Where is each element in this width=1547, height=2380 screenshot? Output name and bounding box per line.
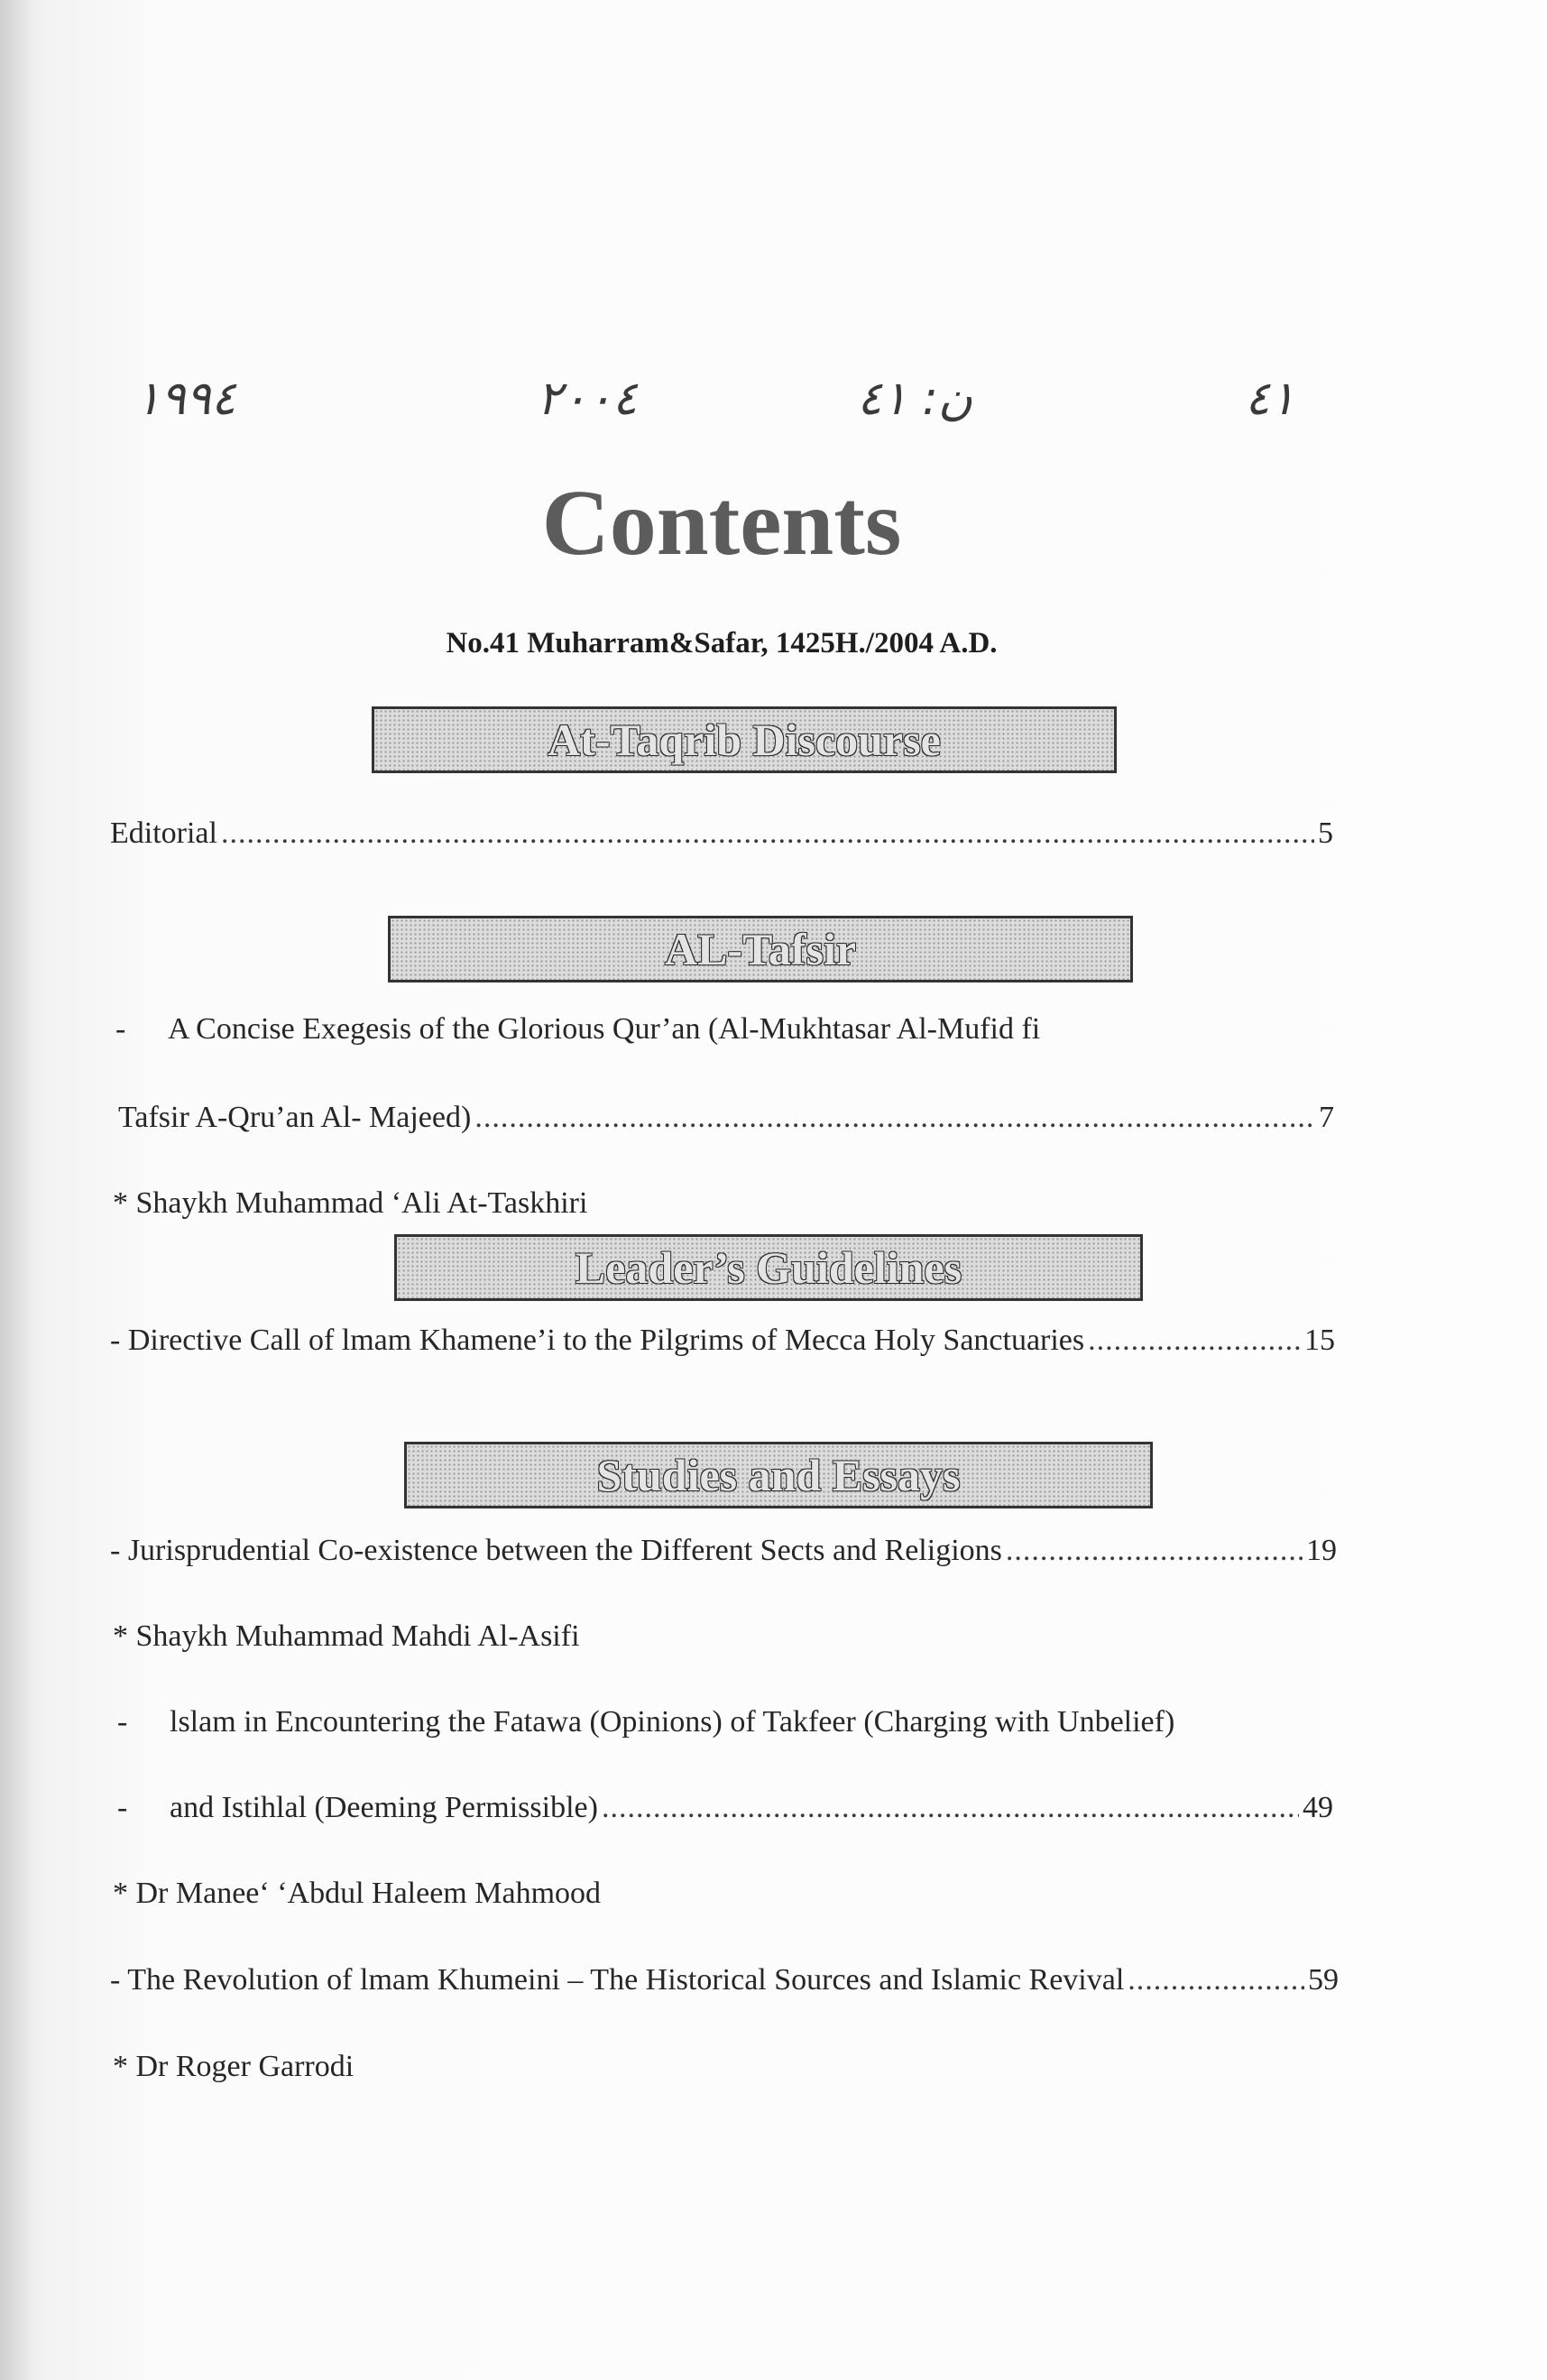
page-number: 7 bbox=[1319, 1101, 1334, 1134]
handwritten-note-number: ٤١ bbox=[1245, 372, 1295, 426]
section-banner-guidelines: Leader’s Guidelines bbox=[394, 1234, 1143, 1301]
leader-dots bbox=[1088, 1324, 1301, 1358]
leader-dots bbox=[1128, 1963, 1304, 1997]
leader-dots bbox=[221, 816, 1314, 851]
toc-entry-editorial[interactable] bbox=[110, 816, 1333, 851]
handwritten-note-issue: ن: ٤١ bbox=[857, 372, 973, 426]
toc-entry-directive-call[interactable] bbox=[110, 1324, 1335, 1358]
leader-dots bbox=[474, 1101, 1315, 1135]
section-banner-tafsir: AL-Tafsir bbox=[388, 916, 1133, 982]
list-dash: - bbox=[117, 1705, 128, 1739]
leader-dots bbox=[1006, 1534, 1303, 1568]
author-taskhiri: * Shaykh Muhammad ‘Ali At-Taskhiri bbox=[113, 1186, 588, 1220]
section-banner-studies: Studies and Essays bbox=[404, 1442, 1153, 1508]
section-banner-discourse: At-Taqrib Discourse bbox=[372, 706, 1117, 773]
author-mahmood: * Dr Manee‘ ‘Abdul Haleem Mahmood bbox=[113, 1877, 602, 1910]
handwritten-note-year-1: ١٩٩٤ bbox=[135, 372, 236, 426]
entry-title: - Jurisprudential Co-existence between the Different Sects and Religions bbox=[110, 1534, 1002, 1567]
toc-entry-revolution[interactable] bbox=[110, 1963, 1339, 1997]
toc-entry-jurisprudential[interactable] bbox=[110, 1534, 1337, 1568]
scan-edge-shadow bbox=[0, 0, 32, 2380]
author-garrodi: * Dr Roger Garrodi bbox=[113, 2050, 355, 2083]
list-dash: - bbox=[115, 1012, 126, 1046]
page-number: 5 bbox=[1318, 816, 1333, 850]
entry-title: - Directive Call of lmam Khamene’i to the Pilgrims of Mecca Holy Sanctuaries bbox=[110, 1324, 1085, 1357]
page-number: 49 bbox=[1303, 1791, 1333, 1824]
toc-entry-exegesis-line2[interactable] bbox=[118, 1101, 1334, 1135]
toc-entry-takfeer-line1[interactable] bbox=[117, 1705, 1174, 1739]
entry-title: A Concise Exegesis of the Glorious Qur’an (Al-Mukhtasar Al-Mufid fi bbox=[168, 1012, 1041, 1046]
entry-title: lslam in Encountering the Fatawa (Opinions) of Takfeer (Charging with Unbelief) bbox=[170, 1705, 1175, 1739]
page-number: 15 bbox=[1304, 1324, 1335, 1357]
page-number: 59 bbox=[1308, 1963, 1339, 1997]
toc-entry-takfeer-line2[interactable] bbox=[117, 1791, 1333, 1825]
leader-dots bbox=[602, 1791, 1299, 1825]
issue-line: No.41 Muharram&Safar, 1425H./2004 A.D. bbox=[446, 627, 998, 660]
entry-title: Editorial bbox=[110, 816, 217, 850]
list-dash: - bbox=[117, 1791, 128, 1824]
toc-entry-exegesis-line1[interactable] bbox=[115, 1012, 1040, 1047]
page-title: Contents bbox=[541, 471, 902, 575]
page-number: 19 bbox=[1306, 1534, 1337, 1567]
author-asifi: * Shaykh Muhammad Mahdi Al-Asifi bbox=[113, 1619, 580, 1653]
entry-title: - The Revolution of lmam Khumeini – The Historical Sources and Islamic Revival bbox=[110, 1963, 1125, 1997]
handwritten-note-year-2: ٢٠٠٤ bbox=[537, 372, 638, 426]
entry-title-continued: and Istihlal (Deeming Permissible) bbox=[170, 1791, 598, 1824]
entry-title-continued: Tafsir A-Qru’an Al- Majeed) bbox=[118, 1101, 472, 1134]
